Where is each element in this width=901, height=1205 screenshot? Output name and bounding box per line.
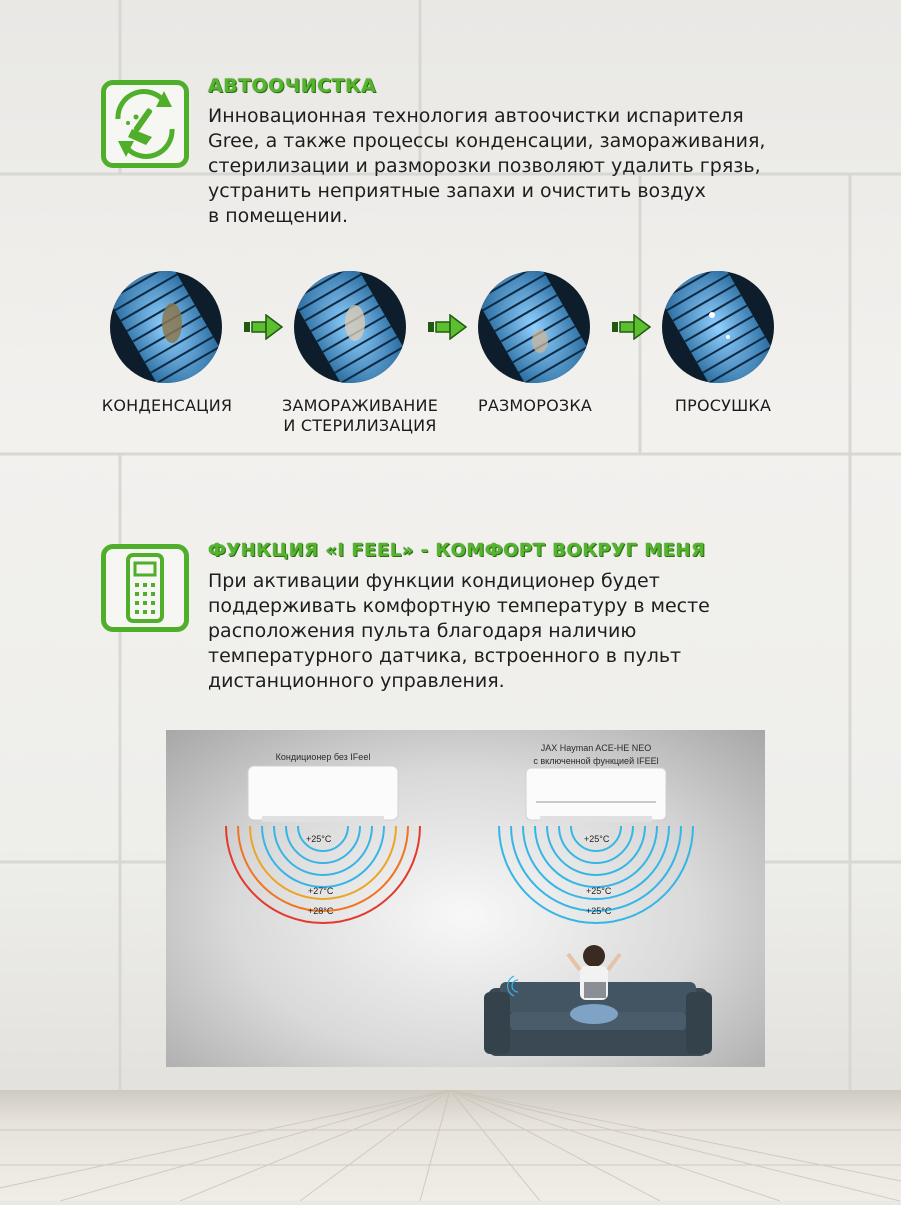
ifeel-comparison-panel (166, 730, 765, 1067)
autoclean-line: Gree, а также процессы конденсации, замораживания, (208, 130, 766, 152)
right-temp-3: +25°C (586, 906, 612, 916)
left-temp-1: +25°C (306, 834, 332, 844)
ifeel-description (208, 569, 710, 694)
step-label-line: ЗАМОРАЖИВАНИЕ (281, 396, 439, 415)
step-label-freezing (270, 396, 450, 436)
ifeel-line: расположения пульта благодаря наличию (208, 620, 637, 642)
comparison-illustration (166, 730, 765, 1067)
right-temp-2: +25°C (586, 886, 612, 896)
left-ac-unit (248, 766, 398, 822)
autoclean-icon-box (101, 80, 189, 168)
autoclean-line: устранить неприятные запахи и очистить воздух (208, 180, 706, 202)
step-label-line: РАЗМОРОЗКА (477, 396, 593, 415)
autoclean-description (208, 104, 765, 229)
ifeel-title: ФУНКЦИЯ «I FEEL» - КОМФОРТ ВОКРУГ МЕНЯ (208, 540, 706, 561)
left-caption: Кондиционер без IFeel (275, 752, 371, 762)
right-caption-line: с включенной функцией IFEEl (533, 756, 659, 766)
ifeel-line: поддерживать комфортную температуру в месте (208, 595, 710, 617)
step-label-condensation (92, 396, 242, 416)
step-label-line: ПРОСУШКА (674, 396, 772, 415)
ifeel-line: температурного датчика, встроенного в пульт (208, 645, 682, 667)
right-caption (516, 742, 676, 768)
autoclean-line: стерилизации и разморозки позволяют удалить грязь, (208, 155, 761, 177)
step-defrost-image (472, 265, 597, 390)
recycle-cleaning-icon (106, 85, 184, 163)
ifeel-icon-box (101, 544, 189, 632)
autoclean-title: АВТООЧИСТКА (208, 75, 377, 97)
step-label-line: И СТЕРИЛИЗАЦИЯ (283, 416, 437, 435)
remote-control-icon (106, 549, 184, 627)
step-label-defrost (460, 396, 610, 416)
step-label-line: КОНДЕНСАЦИЯ (101, 396, 233, 415)
autoclean-line: Инновационная технология автоочистки испарителя (208, 105, 744, 127)
right-caption-line: JAX Hayman ACE-HE NEO (540, 743, 652, 753)
floor (0, 1090, 901, 1201)
step-condensation-image (104, 265, 229, 390)
ifeel-line: При активации функции кондиционер будет (208, 570, 660, 592)
arrow-right-icon (612, 314, 652, 340)
right-temp-1: +25°C (584, 834, 610, 844)
left-temp-2: +27°C (308, 886, 334, 896)
step-freezing-image (288, 265, 413, 390)
autoclean-line: в помещении. (208, 205, 349, 227)
arrow-right-icon (428, 314, 468, 340)
step-drying-image (656, 265, 781, 390)
left-temp-3: +28°C (308, 906, 334, 916)
arrow-right-icon (244, 314, 284, 340)
ifeel-line: дистанционного управления. (208, 670, 505, 692)
right-ac-unit (526, 768, 666, 822)
step-label-drying (648, 396, 798, 416)
